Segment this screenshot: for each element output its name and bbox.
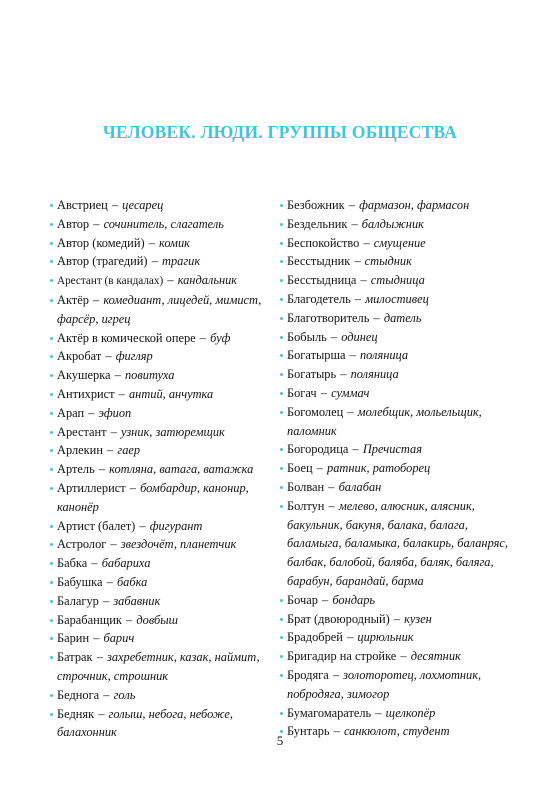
entry-term: Актёр в комической опере — [57, 330, 196, 345]
entry-definition: захребетник, казак, наймит, строчник, строшник — [57, 650, 260, 683]
entry-term: Артиллерист — [57, 480, 126, 495]
entry-definition: котляна, ватага, ватажка — [109, 462, 254, 477]
entry-definition: голь — [113, 687, 136, 702]
dictionary-entry — [50, 686, 275, 705]
bullet-icon — [50, 260, 53, 263]
entry-separator: – — [354, 254, 361, 269]
dictionary-entry — [280, 234, 508, 253]
entry-definition: повитуха — [124, 368, 175, 383]
bullet-icon — [50, 279, 53, 282]
entry-term: Батрак — [57, 650, 93, 665]
bullet-icon — [280, 505, 283, 508]
entry-separator: – — [93, 216, 100, 231]
dictionary-entry — [280, 309, 508, 328]
entry-definition: цесарец — [122, 198, 164, 212]
entry-separator: – — [111, 198, 119, 212]
entry-definition: забавник — [113, 593, 161, 608]
dictionary-entry — [280, 666, 508, 704]
entry-definition: балдыжник — [361, 216, 424, 231]
dictionary-entry — [50, 215, 275, 234]
entry-term: Бабка — [57, 556, 88, 571]
dictionary-entry — [50, 479, 275, 517]
bullet-icon — [280, 204, 283, 207]
bullet-icon — [50, 223, 53, 226]
bullet-icon — [50, 337, 53, 340]
bullet-icon — [50, 449, 53, 452]
entry-term: Акробат — [57, 349, 102, 364]
dictionary-entry — [280, 440, 508, 459]
entry-term: Благодетель — [287, 291, 351, 306]
entry-term: Бобыль — [287, 329, 327, 344]
entry-definition: стыдник — [364, 254, 412, 269]
entry-term: Арестант — [57, 424, 107, 439]
entry-definition: барич — [103, 631, 135, 646]
entry-term: Болван — [287, 479, 325, 494]
dictionary-entry — [280, 403, 508, 441]
entry-term: Богородица — [287, 442, 349, 457]
dictionary-entry — [280, 196, 508, 215]
entry-separator: – — [88, 405, 95, 420]
entry-separator: – — [98, 706, 105, 721]
dictionary-entry — [50, 366, 275, 385]
entry-definition: поляница — [350, 367, 399, 382]
entry-term: Бесстыдница — [287, 273, 357, 288]
entry-term: Астролог — [57, 537, 107, 552]
entry-separator: – — [110, 424, 117, 439]
dictionary-entry — [280, 290, 508, 309]
entry-term: Бригадир на стройке — [287, 649, 397, 664]
entry-term: Бочар — [287, 592, 318, 607]
entry-definition: узник, затюремщик — [121, 424, 225, 439]
dictionary-entry — [280, 628, 508, 647]
entry-term: Богатырь — [287, 367, 337, 382]
entry-separator: – — [333, 724, 340, 739]
dictionary-entry — [50, 441, 275, 460]
bullet-icon — [280, 486, 283, 489]
entry-definition: милостивец — [365, 291, 429, 306]
bullet-icon — [280, 223, 283, 226]
dictionary-entry — [50, 592, 275, 611]
entry-separator: – — [114, 368, 121, 383]
dictionary-entry — [50, 385, 275, 404]
entry-separator: – — [103, 593, 110, 608]
entry-definition: голыш, небога, небоже, балахонник — [57, 706, 233, 740]
entry-separator: – — [347, 630, 354, 645]
entry-separator: – — [96, 650, 103, 665]
entry-term: Барин — [57, 631, 90, 646]
bullet-icon — [50, 694, 53, 697]
bullet-icon — [50, 637, 53, 640]
bullet-icon — [280, 712, 283, 715]
entry-separator: – — [352, 442, 359, 457]
entry-separator: – — [375, 705, 382, 720]
entry-term: Арлекин — [57, 443, 103, 458]
dictionary-entry — [280, 591, 508, 610]
entry-definition: цирюльник — [357, 630, 414, 645]
entry-definition: кузен — [404, 611, 432, 626]
entry-term: Артист (балет) — [57, 518, 136, 533]
entry-term: Автор (трагедий) — [57, 254, 148, 269]
dictionary-entry — [50, 347, 275, 366]
entry-separator: – — [129, 480, 136, 495]
dictionary-entry — [50, 573, 275, 592]
dictionary-entry — [50, 196, 275, 215]
entry-term: Брат (двоюродный) — [287, 611, 390, 626]
dictionary-entry — [50, 252, 275, 271]
dictionary-entry — [50, 271, 275, 291]
bullet-icon — [50, 412, 53, 415]
entry-definition: эфиоп — [98, 405, 132, 420]
entry-term: Бездельник — [287, 216, 348, 231]
entry-definition: золоторотец, лохмотник, побродяга, зимогор — [287, 667, 482, 701]
bullet-icon — [50, 713, 53, 716]
entry-term: Австриец — [57, 198, 108, 212]
entry-definition: комедиант, лицедей, мимист, фарсёр, игрец — [57, 292, 262, 326]
dictionary-entry — [50, 535, 275, 554]
entry-term: Боец — [287, 461, 313, 476]
dictionary-entry — [280, 610, 508, 629]
entry-separator: – — [330, 329, 338, 344]
bullet-icon — [280, 674, 283, 677]
bullet-icon — [50, 487, 53, 490]
entry-separator: – — [199, 330, 206, 345]
entry-separator: – — [349, 348, 356, 363]
dictionary-entry — [50, 629, 275, 648]
entry-separator: – — [126, 612, 133, 627]
entry-separator: – — [98, 462, 106, 477]
bullet-icon — [280, 336, 283, 339]
entry-separator: – — [322, 592, 329, 607]
entry-definition: кандальник — [177, 273, 238, 288]
dictionary-entry — [50, 423, 275, 442]
entry-separator: – — [340, 367, 347, 382]
dictionary-entry — [50, 517, 275, 536]
entry-separator: – — [363, 235, 370, 250]
bullet-icon — [280, 655, 283, 658]
entry-term: Бунтарь — [287, 724, 330, 739]
entry-term: Артель — [57, 462, 95, 477]
entry-separator: – — [347, 404, 354, 419]
entry-separator: – — [373, 310, 380, 325]
entry-definition: фигурант — [149, 518, 203, 533]
dictionary-entry — [280, 215, 508, 234]
entry-term: Арап — [57, 405, 85, 420]
entry-term: Бумагомаратель — [287, 705, 372, 720]
entry-definition: довбыш — [136, 612, 179, 627]
dictionary-entry — [280, 346, 508, 365]
entry-separator: – — [91, 556, 98, 571]
entry-separator: – — [351, 216, 358, 231]
dictionary-entry — [50, 404, 275, 423]
entry-separator: – — [167, 273, 174, 288]
bullet-icon — [280, 260, 283, 263]
entry-definition: балабан — [338, 479, 382, 494]
entry-separator: – — [93, 292, 100, 307]
entry-term: Барабанщик — [57, 612, 122, 627]
dictionary-entry — [50, 611, 275, 630]
entry-definition: фигляр — [115, 349, 153, 364]
entry-term: Беспокойство — [287, 235, 360, 250]
bullet-icon — [280, 636, 283, 639]
page-number: 5 — [276, 733, 284, 748]
entry-definition: трагик — [162, 254, 201, 269]
entry-term: Богатырша — [287, 348, 346, 363]
entry-term: Бедняк — [57, 706, 95, 721]
entry-definition: десятник — [410, 649, 461, 664]
bullet-icon — [50, 299, 53, 302]
bullet-icon — [50, 600, 53, 603]
bullet-icon — [50, 374, 53, 377]
dictionary-entry — [280, 271, 508, 290]
entry-term: Брадобрей — [287, 630, 343, 645]
entry-term: Акушерка — [57, 368, 111, 383]
entry-separator: – — [360, 273, 367, 288]
entry-separator: – — [118, 386, 125, 401]
dictionary-entry — [280, 459, 508, 478]
entry-separator: – — [105, 349, 112, 364]
entry-separator: – — [110, 537, 117, 552]
bullet-icon — [50, 431, 53, 434]
entry-definition: Пречистая — [362, 442, 422, 457]
entry-term: Бабушка — [57, 574, 103, 589]
bullet-icon — [50, 656, 53, 659]
bullet-icon — [50, 543, 53, 546]
entry-term: Автор — [57, 216, 90, 231]
dictionary-entry — [50, 460, 275, 479]
bullet-icon — [280, 279, 283, 282]
entry-definition: смущение — [373, 235, 426, 250]
entry-definition: стыдница — [370, 273, 425, 288]
entry-term: Антихрист — [57, 386, 115, 401]
entry-definition: бабариха — [101, 556, 151, 571]
entry-definition: мелево, алюсник, алясник, бакульник, бакуня, балака, балага, баламыга, баламыка, балакирь, баланряс, балбак, балобой, баляба, баляк, баляга, барабун, барандай, барма — [287, 498, 508, 588]
bullet-icon — [280, 448, 283, 451]
bullet-icon — [50, 525, 53, 528]
entry-term: Безбожник — [287, 198, 345, 212]
entry-definition: молебщик, мольельщик, паломник — [287, 404, 482, 438]
entry-separator: – — [354, 291, 362, 306]
entry-definition: датель — [383, 310, 422, 325]
entry-term: Автор (комедий) — [57, 235, 145, 250]
entry-separator: – — [400, 649, 407, 664]
bullet-icon — [50, 242, 53, 245]
bullet-icon — [280, 354, 283, 357]
bullet-icon — [280, 392, 283, 395]
entry-term: Актёр — [57, 292, 89, 307]
entry-separator: – — [103, 687, 110, 702]
entry-separator: – — [393, 611, 401, 626]
bullet-icon — [280, 599, 283, 602]
entry-term: Богач — [287, 385, 317, 400]
right-column — [280, 196, 508, 741]
bullet-icon — [280, 298, 283, 301]
entry-separator: – — [107, 443, 114, 458]
entry-definition: антий, анчутка — [128, 386, 214, 401]
entry-term: Бродяга — [287, 667, 329, 682]
bullet-icon — [50, 581, 53, 584]
entry-definition: фармазон, фармасон — [359, 198, 470, 212]
entry-definition: суммач — [331, 385, 370, 400]
entry-term: Благотворитель — [287, 310, 370, 325]
dictionary-entry — [280, 328, 508, 347]
dictionary-entry — [280, 647, 508, 666]
entry-separator: – — [328, 498, 335, 513]
entry-separator: – — [320, 385, 327, 400]
bullet-icon — [280, 411, 283, 414]
entry-separator: – — [139, 518, 146, 533]
entry-definition: ратник, ратоборец — [327, 461, 431, 476]
bullet-icon — [50, 619, 53, 622]
bullet-icon — [50, 204, 53, 207]
entry-separator: – — [148, 235, 155, 250]
entry-definition: бомбардир, канонир, канонёр — [57, 480, 249, 514]
entry-definition: бондарь — [332, 592, 376, 607]
entry-definition: гаер — [117, 443, 141, 458]
dictionary-entry — [280, 384, 508, 403]
entry-definition: санкюлот, студент — [343, 724, 450, 739]
entry-term: Бесстыдник — [287, 254, 351, 269]
dictionary-entry — [280, 252, 508, 271]
dictionary-entry — [50, 234, 275, 253]
entry-definition: сочинитель, слагатель — [103, 216, 224, 231]
bullet-icon — [280, 317, 283, 320]
entry-separator: – — [106, 574, 113, 589]
entry-definition: звездочёт, планетчик — [120, 537, 237, 552]
dictionary-entry — [280, 478, 508, 497]
bullet-icon — [280, 618, 283, 621]
bullet-icon — [50, 393, 53, 396]
dictionary-entry — [50, 648, 275, 686]
entry-definition: комик — [159, 235, 190, 250]
entry-definition: бабка — [116, 574, 148, 589]
entry-term: Болтун — [287, 498, 325, 513]
entry-separator: – — [328, 479, 335, 494]
entry-definition: буф — [210, 330, 231, 345]
bullet-icon — [280, 373, 283, 376]
dictionary-entry — [280, 365, 508, 384]
entry-separator: – — [151, 254, 158, 269]
dictionary-entry — [50, 329, 275, 348]
entry-term: Богомолец — [287, 404, 344, 419]
bullet-icon — [50, 562, 53, 565]
dictionary-entry — [280, 704, 508, 723]
bullet-icon — [280, 242, 283, 245]
entry-separator: – — [348, 198, 356, 212]
bullet-icon — [50, 355, 53, 358]
dictionary-entry — [50, 554, 275, 573]
entry-separator: – — [316, 461, 323, 476]
left-column — [50, 196, 275, 742]
bullet-icon — [280, 467, 283, 470]
entry-definition: поляница — [359, 348, 409, 363]
bullet-icon — [50, 468, 53, 471]
page-title: ЧЕЛОВЕК. ЛЮДИ. ГРУППЫ ОБЩЕСТВА — [102, 122, 458, 142]
entry-definition: одинец — [341, 329, 378, 344]
entry-term: Арестант (в кандалах) — [57, 275, 164, 288]
entry-term: Беднога — [57, 687, 100, 702]
entry-definition: щелкопёр — [385, 705, 436, 720]
entry-separator: – — [93, 631, 100, 646]
dictionary-entry — [50, 291, 275, 329]
entry-term: Балагур — [57, 593, 99, 608]
dictionary-entry — [280, 497, 508, 591]
entry-separator: – — [332, 667, 340, 682]
